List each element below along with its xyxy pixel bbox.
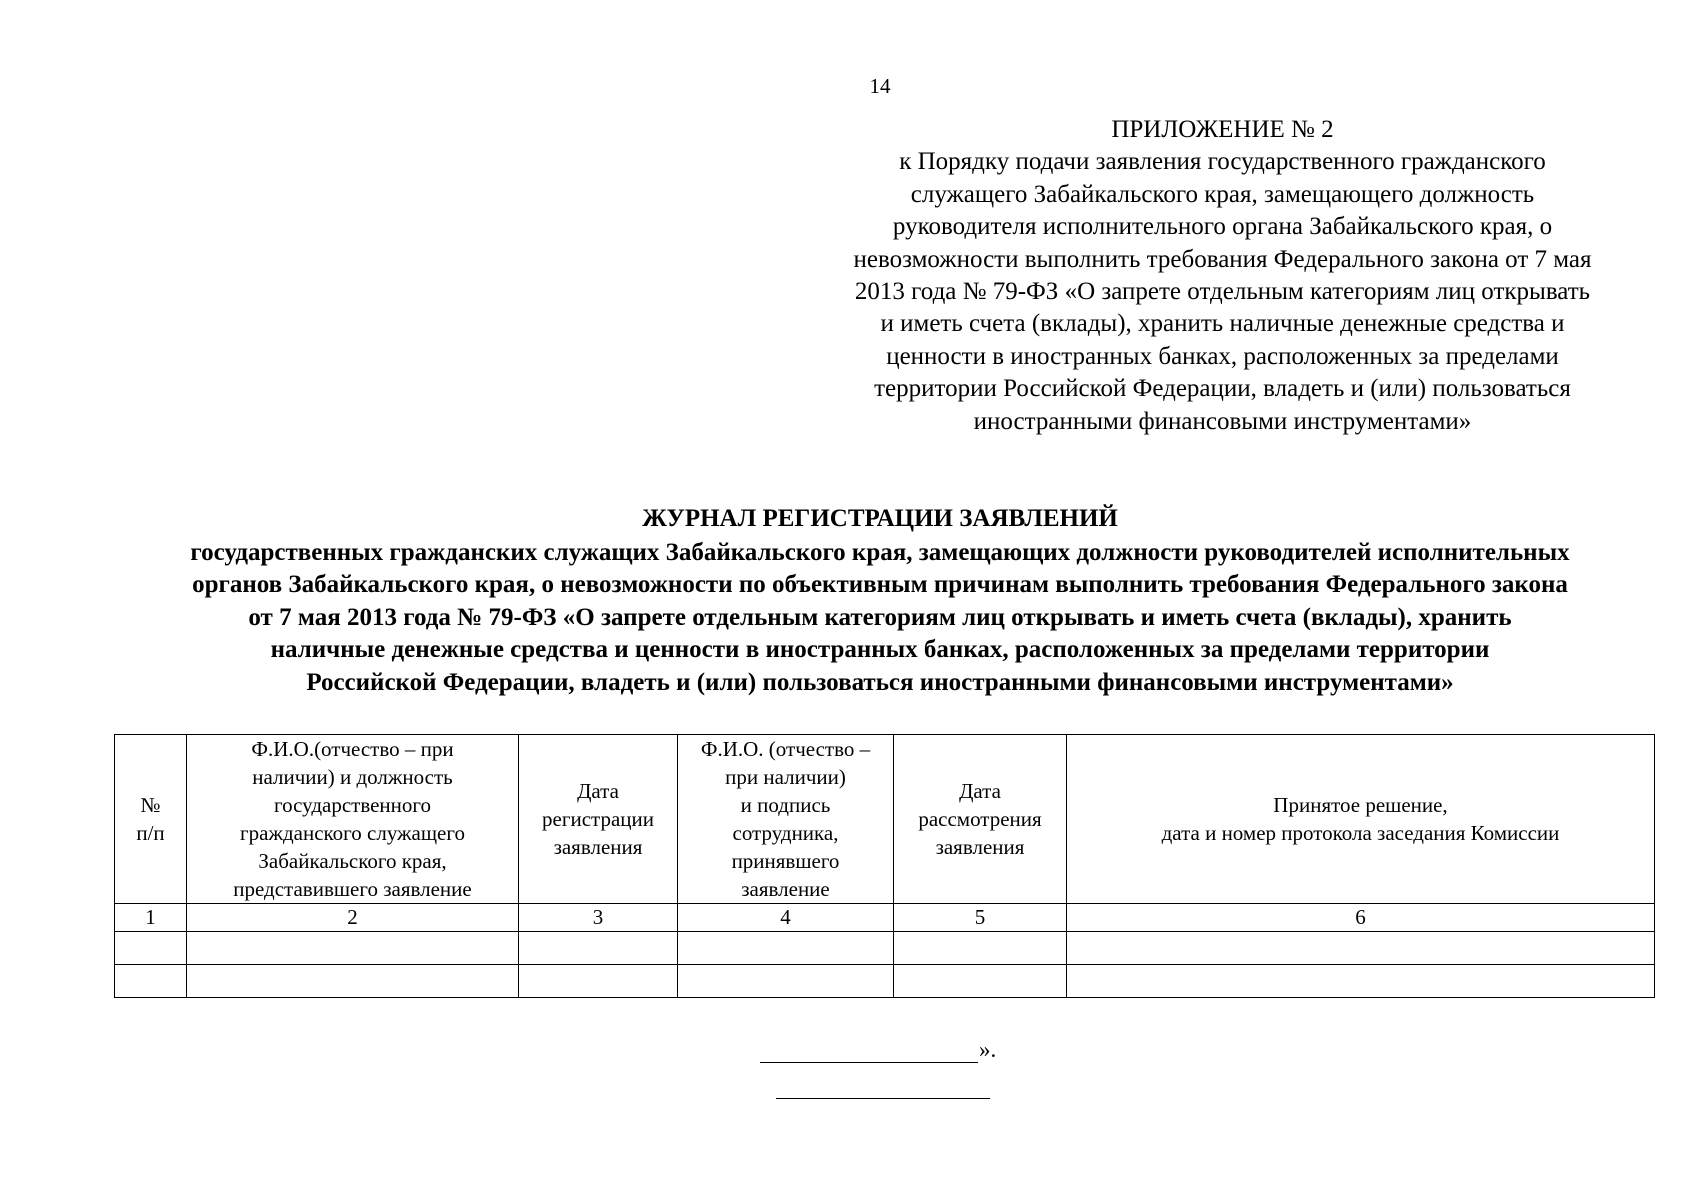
journal-subtitle-line: органов Забайкальского края, о невозможности по объективным причинам выполнить требования Федерального закона xyxy=(192,571,1568,598)
appendix-line: служащего Забайкальского края, замещающего должность xyxy=(910,180,1535,208)
column-header-line: заявления xyxy=(553,835,643,859)
table-cell xyxy=(1067,965,1655,998)
table-cell xyxy=(678,932,894,965)
column-header-line: Ф.И.О. (отчество – xyxy=(700,737,871,761)
registration-journal-table xyxy=(114,734,1655,998)
appendix-line: руководителя исполнительного органа Забайкальского края, о xyxy=(892,213,1553,241)
signature-line xyxy=(760,1038,978,1063)
column-header-line: Принятое решение, xyxy=(1273,793,1448,817)
table-cell xyxy=(678,965,894,998)
journal-subtitle-line: государственных гражданских служащих Забайкальского края, замещающих должности руководителей исполнительных xyxy=(190,538,1570,566)
appendix-line: и иметь счета (вклады), хранить наличные денежные средства и xyxy=(880,310,1565,338)
column-number: 2 xyxy=(187,904,519,932)
column-header-receiver xyxy=(678,735,894,904)
column-header-line: заявление xyxy=(741,877,830,901)
table-cell xyxy=(894,932,1067,965)
page-number: 14 xyxy=(869,74,891,98)
table-cell xyxy=(187,932,519,965)
journal-subtitle xyxy=(100,537,1660,700)
journal-title: ЖУРНАЛ РЕГИСТРАЦИИ ЗАЯВЛЕНИЙ xyxy=(642,505,1118,532)
column-number: 3 xyxy=(519,904,678,932)
appendix-title: ПРИЛОЖЕНИЕ № 2 xyxy=(1111,116,1334,143)
appendix-line: ценности в иностранных банках, расположенных за пределами xyxy=(886,342,1559,370)
column-header-line: государственного xyxy=(273,793,432,817)
column-number: 4 xyxy=(678,904,894,932)
appendix-line: к Порядку подачи заявления государственного гражданского xyxy=(899,148,1546,176)
journal-heading xyxy=(100,503,1660,699)
table-cell xyxy=(519,965,678,998)
column-header-line: принявшего xyxy=(731,849,840,873)
column-number: 6 xyxy=(1067,904,1655,932)
column-header-applicant xyxy=(187,735,519,904)
appendix-line: 2013 года № 79-ФЗ «О запрете отдельным категориям лиц открывать xyxy=(854,278,1591,306)
column-header-line: сотрудника, xyxy=(732,821,839,845)
column-header-line: Ф.И.О.(отчество – при xyxy=(251,737,454,761)
column-header-line: № xyxy=(140,793,161,817)
column-number: 5 xyxy=(894,904,1067,932)
end-of-document-line xyxy=(776,1098,990,1099)
column-header-line: регистрации xyxy=(542,807,654,831)
column-header-review-date xyxy=(894,735,1067,904)
column-header-line: Забайкальского края, xyxy=(258,849,447,873)
table-cell xyxy=(115,965,187,998)
table-cell xyxy=(115,932,187,965)
journal-subtitle-line: наличные денежные средства и ценности в иностранных банках, расположенных за пределами территории xyxy=(270,636,1490,663)
column-number: 1 xyxy=(115,904,187,932)
table-cell xyxy=(1067,932,1655,965)
column-header-line: Дата xyxy=(577,779,619,803)
journal-subtitle-line: от 7 мая 2013 года № 79-ФЗ «О запрете отдельным категориям лиц открывать и иметь счета (вклады), хранить xyxy=(248,603,1512,631)
table-row xyxy=(115,932,1655,965)
column-header-line: и подпись xyxy=(740,793,831,817)
column-header-line: п/п xyxy=(136,821,165,845)
column-header-line: дата и номер протокола заседания Комиссии xyxy=(1161,821,1560,845)
table-cell xyxy=(519,932,678,965)
column-header-line: рассмотрения xyxy=(918,807,1042,831)
column-header-line: при наличии) xyxy=(725,765,846,789)
closing-signature-block xyxy=(760,1037,1020,1063)
appendix-line: невозможности выполнить требования Федерального закона от 7 мая xyxy=(853,245,1592,273)
column-header-line: Дата xyxy=(959,779,1001,803)
column-header-line: представившего заявление xyxy=(233,877,472,901)
table-cell xyxy=(894,965,1067,998)
table-row xyxy=(115,965,1655,998)
appendix-line: иностранными финансовыми инструментами» xyxy=(973,407,1472,435)
table-cell xyxy=(187,965,519,998)
appendix-line: территории Российской Федерации, владеть и (или) пользоваться xyxy=(874,375,1571,403)
column-header-registration-date xyxy=(519,735,678,904)
appendix-header xyxy=(795,114,1650,438)
column-header-number xyxy=(115,735,187,904)
column-header-line: наличии) и должность xyxy=(252,765,453,789)
journal-subtitle-line: Российской Федерации, владеть и (или) пользоваться иностранными финансовыми инструментами» xyxy=(306,668,1454,696)
column-header-line: заявления xyxy=(935,835,1025,859)
closing-quote-mark: ». xyxy=(979,1037,997,1062)
table-header-row xyxy=(115,735,1655,904)
column-header-decision xyxy=(1067,735,1655,904)
column-numbers-row xyxy=(115,904,1655,932)
column-header-line: гражданского служащего xyxy=(240,821,465,845)
